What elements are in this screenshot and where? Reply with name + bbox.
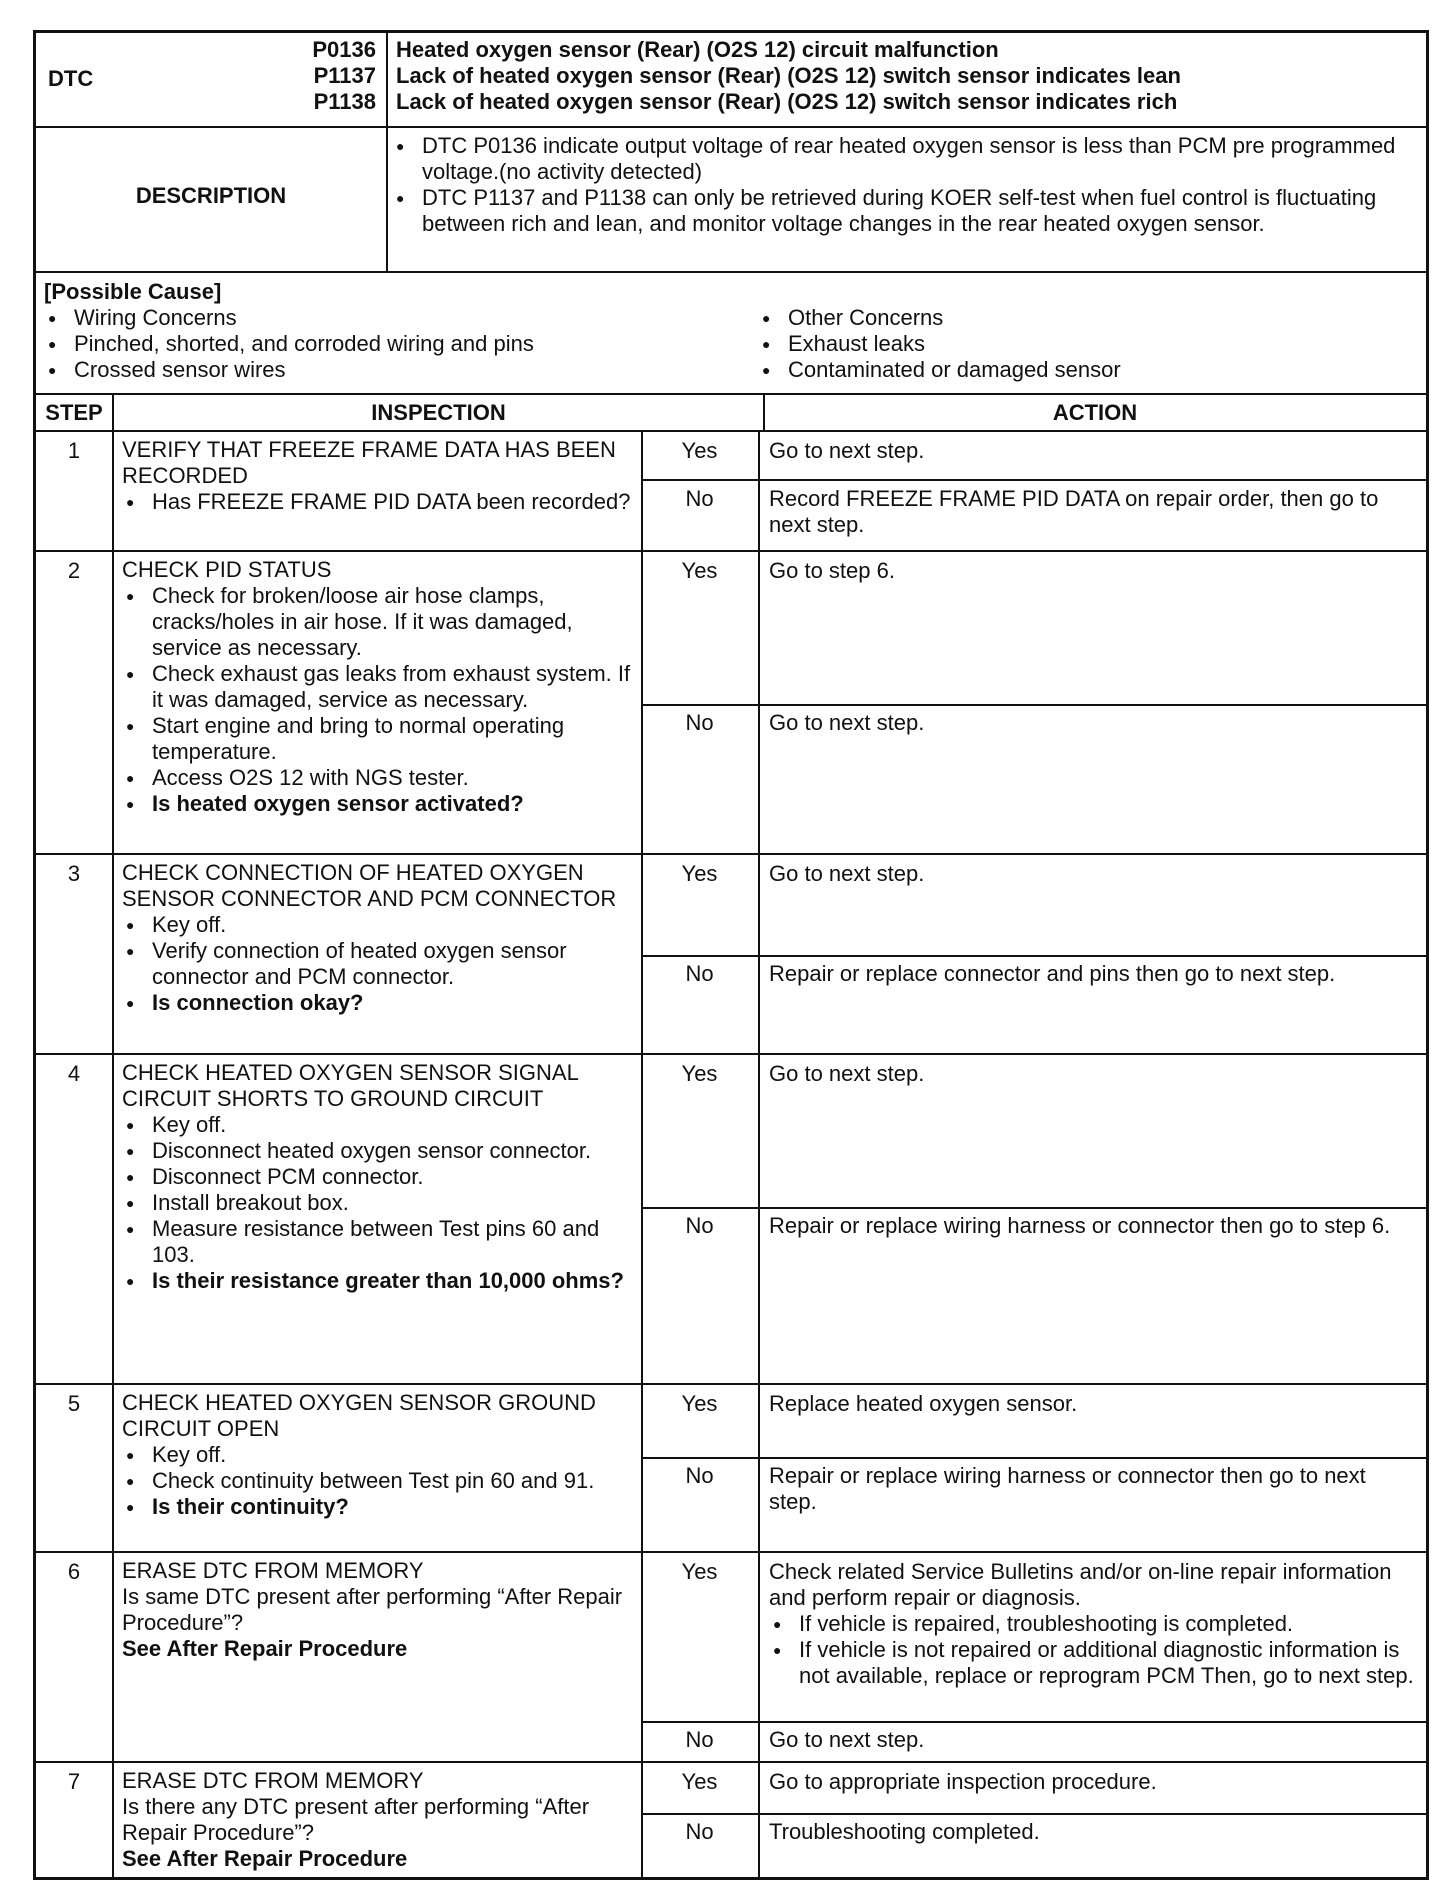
description-item: ● DTC P0136 indicate output voltage of rear heated oxygen sensor is less than PCM pre programmed voltage.(no activity detected) <box>392 133 1417 185</box>
inspection-bullets <box>122 1112 632 1294</box>
inspection-header: INSPECTION <box>371 400 506 425</box>
dtc-title: Lack of heated oxygen sensor (Rear) (O2S 12) switch sensor indicates lean <box>396 63 1181 88</box>
inspection-question: ● Is heated oxygen sensor activated? <box>122 791 632 817</box>
table-row <box>36 432 1426 552</box>
description-block <box>36 128 1426 273</box>
description-label: DESCRIPTION <box>135 183 287 208</box>
step-number: 4 <box>67 1061 81 1086</box>
step-number: 3 <box>67 861 81 886</box>
dtc-codes <box>216 37 376 115</box>
inspection-bullets <box>122 912 632 1016</box>
inspection-cell <box>122 557 632 817</box>
cause-item: ● Contaminated or damaged sensor <box>758 357 1418 383</box>
inspection-bullet: ● Start engine and bring to normal operating temperature. <box>122 713 632 765</box>
yes-label: Yes <box>681 1769 718 1794</box>
inspection-bullets <box>122 1442 632 1520</box>
inspection-bullet: ● Check continuity between Test pin 60 and 91. <box>122 1468 632 1494</box>
yes-label: Yes <box>681 1559 718 1584</box>
inspection-title: VERIFY THAT FREEZE FRAME DATA HAS BEEN RECORDED <box>122 437 616 488</box>
inspection-bullet: ● Disconnect PCM connector. <box>122 1164 632 1190</box>
description-list <box>392 133 1417 237</box>
possible-cause-block <box>36 273 1426 395</box>
inspection-cell <box>122 1060 632 1294</box>
cause-item: ● Exhaust leaks <box>758 331 1418 357</box>
inspection-cell <box>122 437 632 515</box>
inspection-question: ● Is their resistance greater than 10,000 ohms? <box>122 1268 632 1294</box>
step-number: 5 <box>67 1391 81 1416</box>
yes-action-text: Check related Service Bulletins and/or on-line repair information and perform repair or diagnosis. <box>769 1559 1392 1610</box>
yes-label: Yes <box>681 1061 718 1086</box>
yes-action: Go to step 6. <box>769 558 895 583</box>
table-row <box>36 1763 1426 1877</box>
dtc-title: Heated oxygen sensor (Rear) (O2S 12) circuit malfunction <box>396 37 999 62</box>
inspection-bullet: ● Key off. <box>122 1442 632 1468</box>
action-bullet: ● If vehicle is not repaired or additional diagnostic information is not available, replace or reprogram PCM Then, go to next step. <box>769 1637 1419 1689</box>
inspection-cell <box>122 860 632 1016</box>
step-number: 7 <box>67 1769 81 1794</box>
inspection-bullet: ● Has FREEZE FRAME PID DATA been recorded? <box>122 489 632 515</box>
inspection-question: ● Is connection okay? <box>122 990 632 1016</box>
inspection-cell <box>122 1390 632 1520</box>
dtc-code: P0136 <box>312 37 376 62</box>
no-label: No <box>685 486 714 511</box>
inspection-bullet: ● Key off. <box>122 1112 632 1138</box>
dtc-label: DTC <box>48 66 94 91</box>
possible-cause-title: [Possible Cause] <box>44 279 222 304</box>
inspection-text: Is same DTC present after performing “After Repair Procedure”? <box>122 1584 623 1635</box>
yes-action: Go to next step. <box>769 438 925 463</box>
no-action: Go to next step. <box>769 1727 925 1752</box>
table-row <box>36 552 1426 855</box>
inspection-cell <box>122 1768 632 1872</box>
inspection-bullet: ● Check exhaust gas leaks from exhaust system. If it was damaged, service as necessary. <box>122 661 632 713</box>
no-action: Troubleshooting completed. <box>769 1819 1040 1844</box>
yes-label: Yes <box>681 438 718 463</box>
table-row <box>36 1553 1426 1763</box>
inspection-bullet: ● Key off. <box>122 912 632 938</box>
yes-label: Yes <box>681 1391 718 1416</box>
inspection-bullets <box>122 583 632 817</box>
yes-action <box>769 1559 1419 1689</box>
no-label: No <box>685 961 714 986</box>
inspection-text: Is there any DTC present after performing “After Repair Procedure”? <box>122 1794 590 1845</box>
inspection-bullet: ● Measure resistance between Test pins 60 and 103. <box>122 1216 632 1268</box>
yes-label: Yes <box>681 558 718 583</box>
yes-action: Replace heated oxygen sensor. <box>769 1391 1078 1416</box>
description-item: ● DTC P1137 and P1138 can only be retrieved during KOER self-test when fuel control is fluctuating between rich and lean, and monitor voltage changes in the rear heated oxygen sensor. <box>392 185 1417 237</box>
inspection-bullet: ● Disconnect heated oxygen sensor connector. <box>122 1138 632 1164</box>
no-label: No <box>685 1727 714 1752</box>
table-header <box>36 395 1426 432</box>
no-label: No <box>685 1463 714 1488</box>
inspection-title: CHECK PID STATUS <box>122 557 332 582</box>
action-header: ACTION <box>1052 400 1138 425</box>
inspection-title: ERASE DTC FROM MEMORY <box>122 1558 424 1583</box>
dtc-titles <box>396 37 1416 115</box>
step-number: 6 <box>67 1559 81 1584</box>
step-header: STEP <box>45 400 103 425</box>
no-action: Record FREEZE FRAME PID DATA on repair order, then go to next step. <box>769 486 1379 537</box>
dtc-sheet <box>33 30 1429 1880</box>
cause-item: ● Pinched, shorted, and corroded wiring and pins <box>44 331 744 357</box>
inspection-bullet: ● Install breakout box. <box>122 1190 632 1216</box>
inspection-bullet: ● Verify connection of heated oxygen sensor connector and PCM connector. <box>122 938 632 990</box>
table-body <box>36 432 1426 1877</box>
see-reference: See After Repair Procedure <box>122 1846 408 1871</box>
no-action: Repair or replace wiring harness or connector then go to next step. <box>769 1463 1366 1514</box>
inspection-title: CHECK HEATED OXYGEN SENSOR SIGNAL CIRCUIT SHORTS TO GROUND CIRCUIT <box>122 1060 578 1111</box>
yes-action: Go to appropriate inspection procedure. <box>769 1769 1157 1794</box>
yes-action-bullets <box>769 1611 1419 1689</box>
no-label: No <box>685 1819 714 1844</box>
inspection-bullet: ● Access O2S 12 with NGS tester. <box>122 765 632 791</box>
step-number: 2 <box>67 558 81 583</box>
dtc-code: P1138 <box>313 89 376 114</box>
table-row <box>36 1385 1426 1553</box>
inspection-title: CHECK CONNECTION OF HEATED OXYGEN SENSOR CONNECTOR AND PCM CONNECTOR <box>122 860 617 911</box>
table-row <box>36 855 1426 1055</box>
inspection-bullets <box>122 489 632 515</box>
no-label: No <box>685 710 714 735</box>
cause-list-left <box>44 305 744 383</box>
no-action: Repair or replace connector and pins then go to next step. <box>769 961 1336 986</box>
step-number: 1 <box>67 438 81 463</box>
no-action: Repair or replace wiring harness or connector then go to step 6. <box>769 1213 1391 1238</box>
dtc-header <box>36 33 1426 128</box>
no-label: No <box>685 1213 714 1238</box>
inspection-question: ● Is their continuity? <box>122 1494 632 1520</box>
cause-item: ● Other Concerns <box>758 305 1418 331</box>
action-bullet: ● If vehicle is repaired, troubleshooting is completed. <box>769 1611 1419 1637</box>
cause-item: ● Wiring Concerns <box>44 305 744 331</box>
table-row <box>36 1055 1426 1385</box>
yes-action: Go to next step. <box>769 861 925 886</box>
no-action: Go to next step. <box>769 710 925 735</box>
inspection-title: CHECK HEATED OXYGEN SENSOR GROUND CIRCUIT OPEN <box>122 1390 596 1441</box>
inspection-cell <box>122 1558 632 1662</box>
cause-item: ● Crossed sensor wires <box>44 357 744 383</box>
dtc-code: P1137 <box>313 63 376 88</box>
inspection-bullet: ● Check for broken/loose air hose clamps, cracks/holes in air hose. If it was damaged, service as necessary. <box>122 583 632 661</box>
see-reference: See After Repair Procedure <box>122 1636 408 1661</box>
inspection-title: ERASE DTC FROM MEMORY <box>122 1768 424 1793</box>
cause-list-right <box>758 305 1418 383</box>
yes-label: Yes <box>681 861 718 886</box>
dtc-title: Lack of heated oxygen sensor (Rear) (O2S 12) switch sensor indicates rich <box>396 89 1178 114</box>
yes-action: Go to next step. <box>769 1061 925 1086</box>
